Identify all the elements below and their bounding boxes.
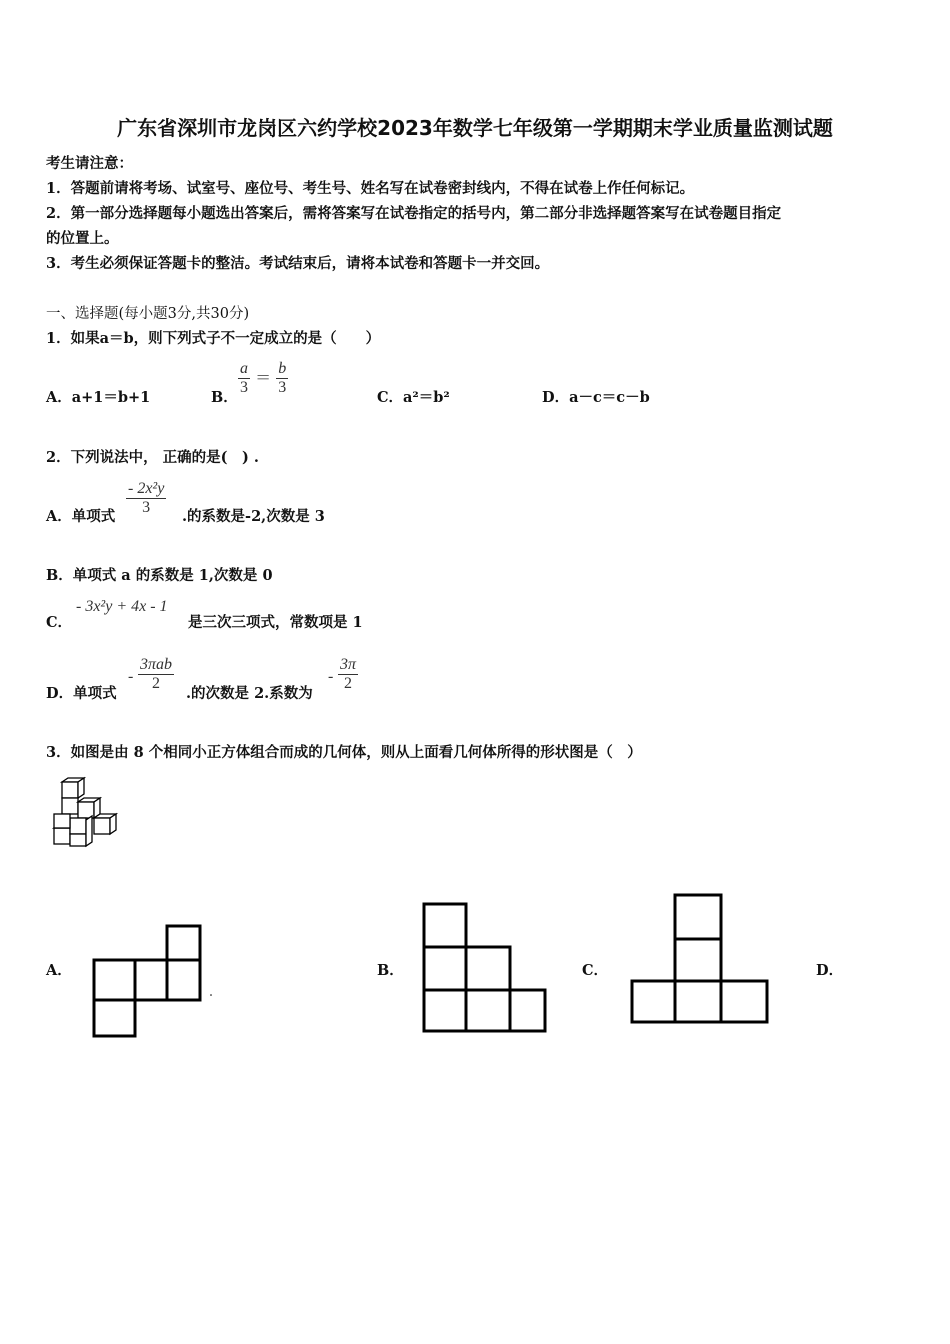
q3-stem: 3．如图是由 8 个相同小正方体组合而成的几何体，则从上面看几何体所得的形状图是（ ）: [46, 744, 642, 761]
notice-heading: 考生请注意：: [46, 155, 133, 172]
q3-option-a-figure: [90, 922, 220, 1040]
notice-item-3: 3．考生必须保证答题卡的整洁。考试结束后，请将本试卷和答题卡一并交回。: [46, 255, 550, 272]
fraction-numerator: - 2x²y: [128, 480, 165, 497]
minus-sign: -: [128, 668, 134, 685]
minus-sign: -: [328, 668, 334, 685]
q3-option-b-figure: [421, 901, 549, 1035]
q1-option-b-formula: [238, 360, 288, 397]
exam-title: 广东省深圳市龙岗区六约学校2023年数学七年级第一学期期末学业质量监测试题: [117, 116, 833, 140]
equals-sign: ＝: [255, 370, 272, 387]
fraction-numerator: a: [240, 360, 248, 377]
notice-item-1: 1．答题前请将考场、试室号、座位号、考生号、姓名写在试卷密封线内，不得在试卷上作任何标记。: [46, 180, 695, 197]
q1-option-d: D．a－c＝c－b: [542, 389, 650, 406]
section-heading: 一、选择题(每小题3分,共30分): [46, 306, 250, 322]
q2-option-d-fraction: [138, 656, 174, 693]
q2-option-c-tail: 是三次三项式，常数项是 1: [188, 614, 363, 631]
q2-stem: 2．下列说法中， 正确的是( ) .: [46, 449, 259, 466]
q2-option-a-fraction: [126, 480, 166, 517]
q3-option-c-figure: [629, 892, 771, 1026]
fraction-denominator: 3: [126, 498, 166, 517]
notice-item-2: 2．第一部分选择题每小题选出答案后，需将答案写在试卷指定的括号内，第二部分非选择题答案写在试卷题目指定: [46, 205, 782, 222]
q1-stem: 1．如果a＝b，则下列式子不一定成立的是（ ）: [46, 330, 381, 347]
q2-option-a-tail: .的系数是-2,次数是 3: [182, 508, 325, 525]
fraction-denominator: 3: [278, 379, 287, 396]
fraction-numerator: 3π: [340, 656, 357, 673]
q1-option-b-label: B．: [211, 389, 238, 406]
fraction-denominator: 2: [338, 674, 358, 693]
q2-option-c-expression: - 3x²y + 4x - 1: [76, 598, 168, 615]
q2-option-a-label: A．单项式: [46, 508, 116, 525]
q3-option-c-label: C．: [582, 962, 609, 979]
fraction-denominator: 3: [240, 379, 248, 396]
fraction-denominator: 2: [138, 674, 174, 693]
q2-option-b: B．单项式 a 的系数是 1,次数是 0: [46, 567, 273, 584]
q2-option-d-tail: .的次数是 2.系数为: [186, 685, 313, 702]
fraction-numerator: 3πab: [140, 656, 173, 673]
q3-option-a-label: A．: [46, 962, 72, 979]
q2-option-d-coefficient: [338, 656, 358, 693]
q2-option-c-label: C．: [46, 614, 73, 631]
fraction-numerator: b: [278, 360, 287, 377]
cube-figure: [50, 778, 132, 850]
q3-option-d-label: D．: [816, 962, 844, 979]
q3-option-b-label: B．: [377, 962, 404, 979]
q2-option-d-label: D．单项式: [46, 685, 117, 702]
q1-option-a: A．a+1＝b+1: [46, 389, 151, 406]
notice-item-2-cont: 的位置上。: [46, 230, 119, 247]
q1-option-c: C．a²＝b²: [377, 389, 450, 406]
